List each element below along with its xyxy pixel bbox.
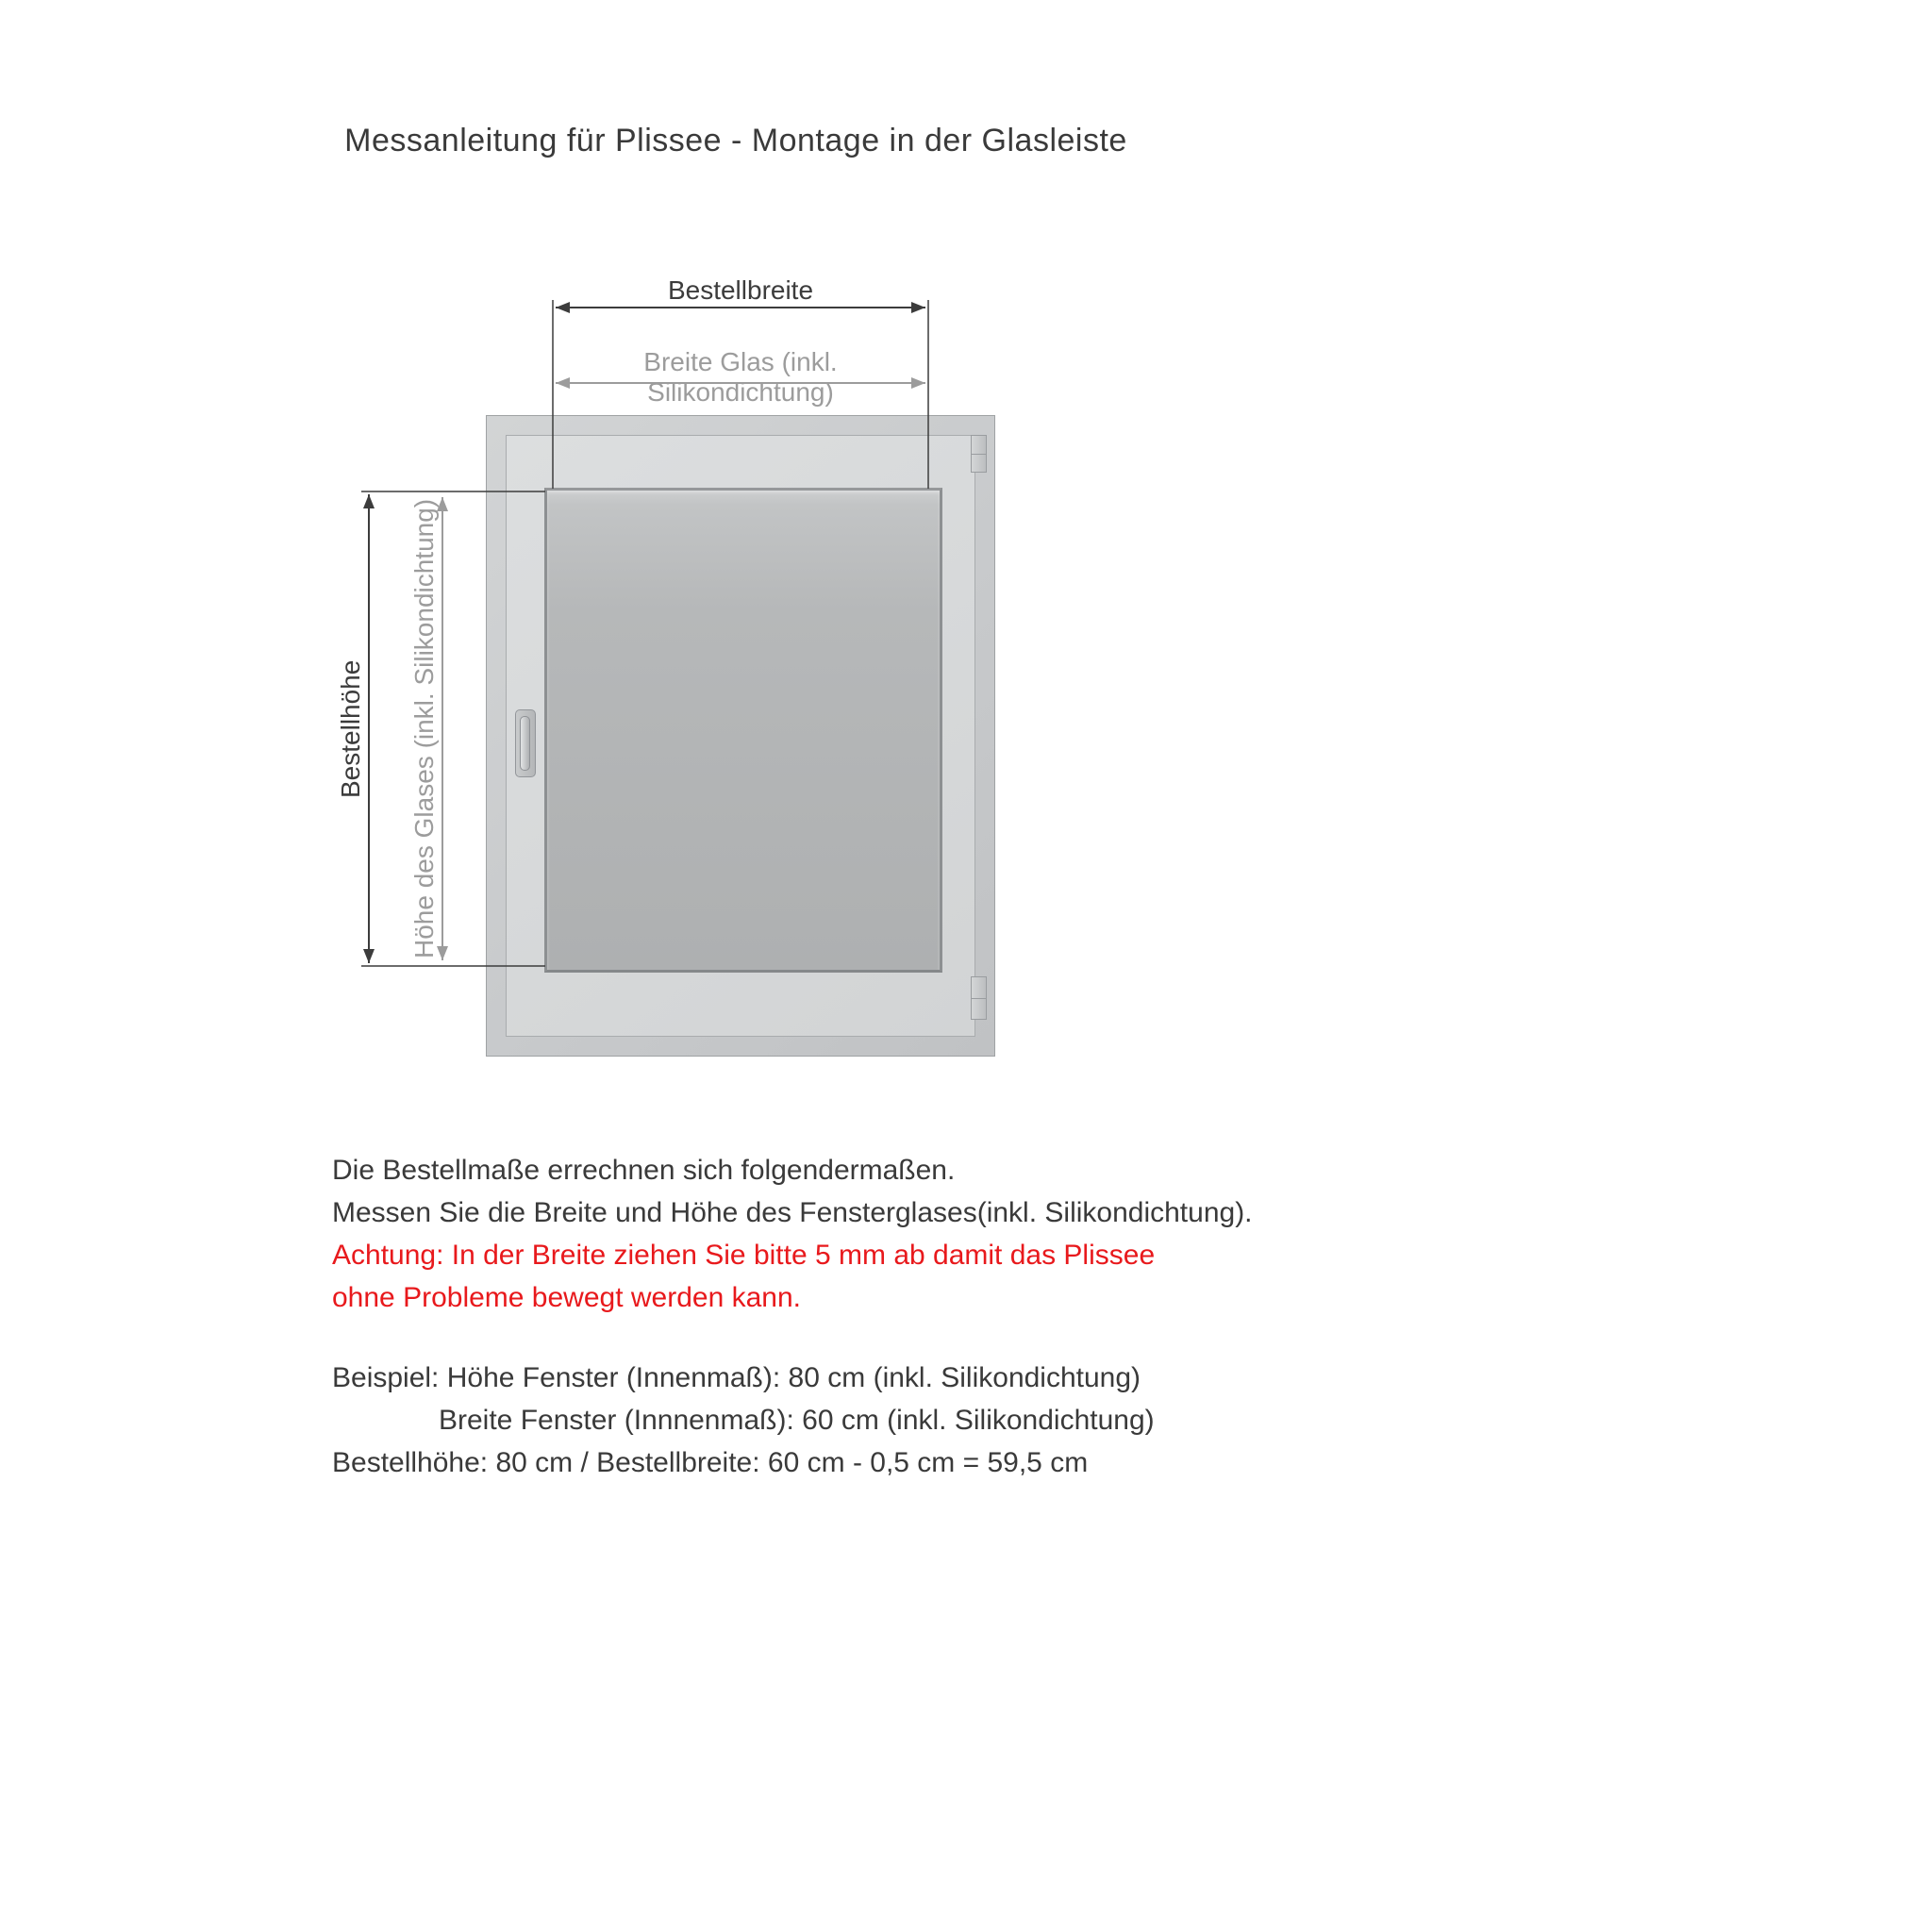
dimension-label-glass-height: Höhe des Glases (inkl. Silikondichtung): [409, 498, 439, 959]
window-glass: [544, 488, 942, 973]
dimension-label-order-height: Bestellhöhe: [336, 659, 365, 798]
page-title: Messanleitung für Plissee - Montage in der Glasleiste: [344, 123, 1127, 158]
window-handle-bar: [520, 716, 530, 771]
example-line: Beispiel: Höhe Fenster (Innenmaß): 80 cm (inkl. Silikondichtung): [332, 1362, 1141, 1393]
window-handle: [515, 709, 536, 777]
instruction-line: Die Bestellmaße errechnen sich folgendermaßen.: [332, 1155, 956, 1186]
example-line: Bestellhöhe: 80 cm / Bestellbreite: 60 cm - 0,5 cm = 59,5 cm: [332, 1447, 1089, 1478]
dimension-label-order-width: Bestellbreite: [667, 275, 814, 305]
example-block: [332, 1357, 1558, 1484]
warning-line: Achtung: In der Breite ziehen Sie bitte 5 mm ab damit das Plissee: [332, 1240, 1156, 1271]
hinge-top: [971, 435, 987, 473]
hinge-bottom: [971, 976, 987, 1020]
instruction-line: Messen Sie die Breite und Höhe des Fensterglases(inkl. Silikondichtung).: [332, 1197, 1253, 1228]
dimension-label-glass-width: Breite Glas (inkl. Silikondichtung): [643, 347, 838, 407]
example-line: Breite Fenster (Innnenmaß): 60 cm (inkl. Silikondichtung): [439, 1405, 1155, 1436]
instruction-text: [332, 1149, 1558, 1484]
warning-line: ohne Probleme bewegt werden kann.: [332, 1282, 801, 1313]
